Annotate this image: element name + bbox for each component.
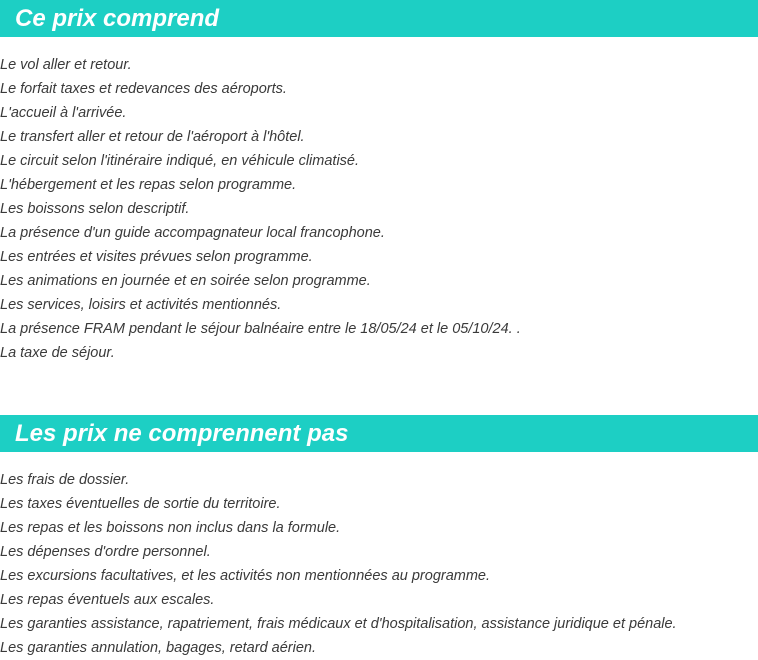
list-item: Les garanties annulation, bagages, retard aérien. (0, 640, 316, 656)
list-item: Le vol aller et retour. (0, 57, 132, 73)
list-item: La présence d'un guide accompagnateur local francophone. (0, 225, 385, 241)
excluded-list (0, 452, 758, 660)
list-item: L'hébergement et les repas selon programme. (0, 177, 297, 193)
list-item: L'accueil à l'arrivée. (0, 105, 127, 121)
list-item: La présence FRAM pendant le séjour balnéaire entre le 18/05/24 et le 05/10/24. . (0, 321, 521, 337)
list-item: Les boissons selon descriptif. (0, 201, 190, 217)
list-item: Les garanties assistance, rapatriement, frais médicaux et d'hospitalisation, assistance juridique et pénale. (0, 616, 677, 632)
list-item: Les taxes éventuelles de sortie du territoire. (0, 496, 281, 512)
list-item: Les frais de dossier. (0, 472, 130, 488)
list-item: Les entrées et visites prévues selon programme. (0, 249, 313, 265)
list-item: Les services, loisirs et activités mentionnés. (0, 297, 282, 313)
section-spacer (0, 365, 758, 415)
list-item: Les excursions facultatives, et les activités non mentionnées au programme. (0, 568, 491, 584)
excluded-section-title: Les prix ne comprennent pas (0, 415, 758, 452)
list-item: Le forfait taxes et redevances des aéroports. (0, 81, 287, 97)
list-item: Les animations en journée et en soirée selon programme. (0, 273, 371, 289)
included-list (0, 37, 758, 365)
list-item: Le circuit selon l'itinéraire indiqué, en véhicule climatisé. (0, 153, 360, 169)
included-section-title: Ce prix comprend (0, 0, 758, 37)
list-item: Le transfert aller et retour de l'aéroport à l'hôtel. (0, 129, 305, 145)
list-item: Les dépenses d'ordre personnel. (0, 544, 211, 560)
excluded-section (0, 415, 758, 660)
list-item: Les repas et les boissons non inclus dans la formule. (0, 520, 341, 536)
list-item: La taxe de séjour. (0, 345, 115, 361)
list-item: Les repas éventuels aux escales. (0, 592, 215, 608)
